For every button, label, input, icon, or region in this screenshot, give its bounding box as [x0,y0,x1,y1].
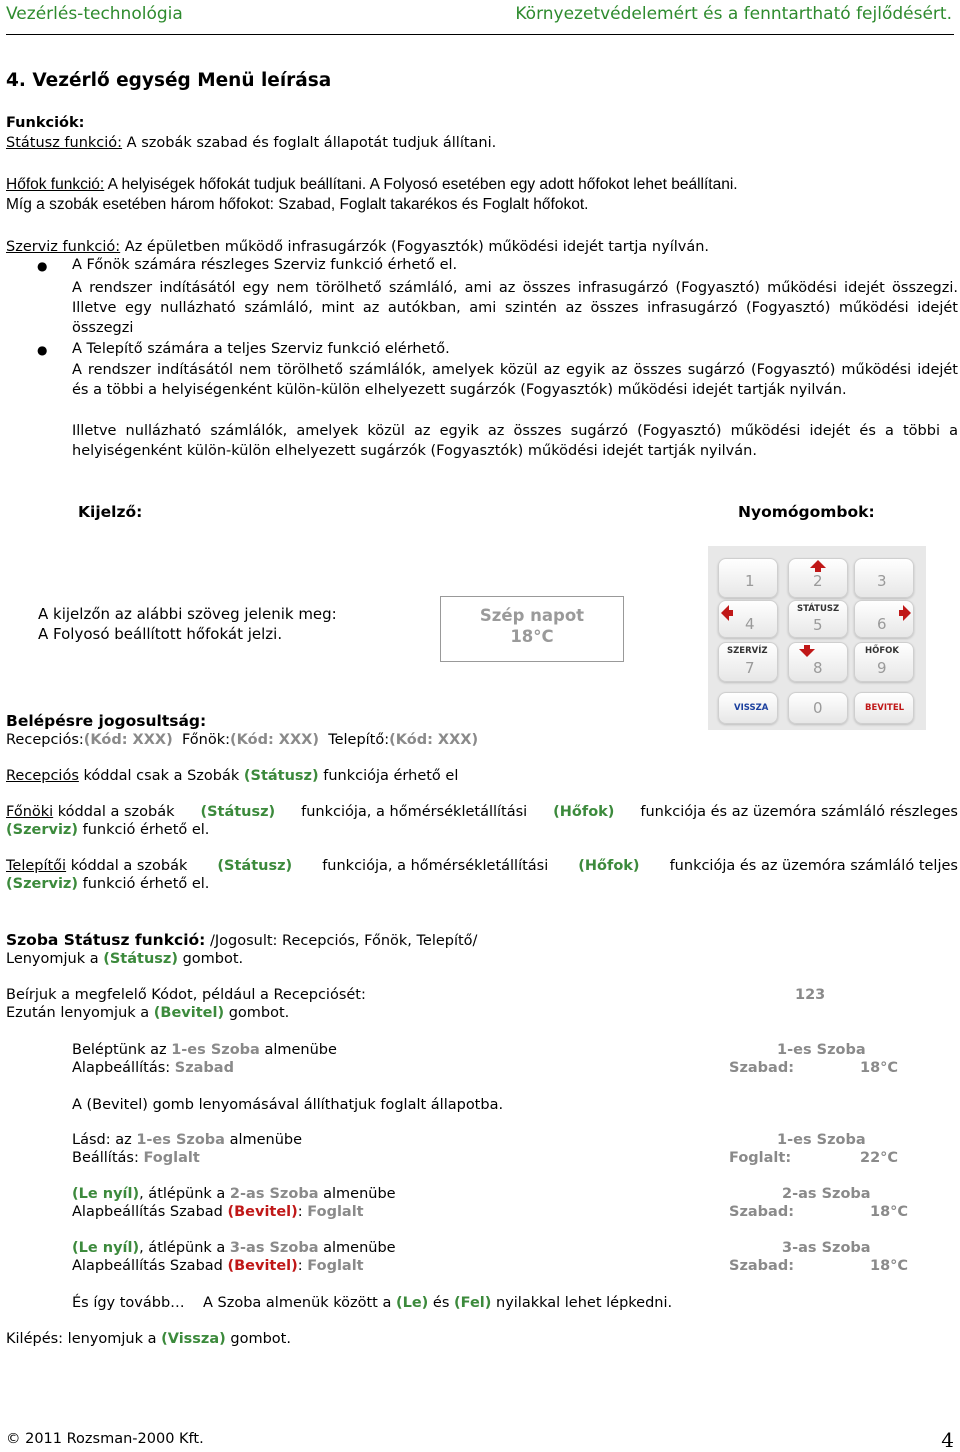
c2-line [72,1150,200,1166]
e2-value: Foglalt [307,1258,364,1274]
d2-value: Foglalt [307,1204,364,1220]
lcd-display [440,596,624,662]
b2-line [72,1060,234,1076]
c1-text: Lásd: az [72,1132,137,1148]
b1-line [72,1042,337,1058]
c2-text: Beállítás: [72,1150,144,1166]
recepcios-paragraph [6,768,458,784]
footer-copyright: © 2011 Rozsman-2000 Kft. [6,1431,204,1447]
p3-status: (Státusz) [217,858,293,874]
c1-line [72,1132,302,1148]
fonok-paragraph-line1 [6,804,958,820]
funkciok-heading: Funkciók: [6,115,85,131]
header-right: Környezetvédelemért és a fenntartható fejlődésért. [515,4,952,24]
key-4-left[interactable] [718,600,778,638]
header-rule [6,34,954,35]
key-5-label: 5 [813,616,823,634]
szoba-l3 [6,1005,289,1021]
e1-line [72,1240,396,1256]
key-6-label: 6 [877,615,887,633]
status-function-line [6,135,496,151]
hofok-function-text: A helyiségek hőfokát tudjuk beállítani. A Folyosó esetében egy adott hőfokot lehet beállítani. [104,176,738,193]
b1-text2: almenübe [259,1042,337,1058]
status-button[interactable] [788,600,848,638]
e1-text: , átlépünk a [139,1240,230,1256]
key-1-label: 1 [745,572,755,590]
recepcios-link: Recepciós [6,768,79,784]
lcd-line2: 18°C [510,627,554,646]
p3-hofok: (Hőfok) [578,858,640,874]
vissza-button-label: VISSZA [734,703,769,713]
e2-line [72,1258,364,1274]
key-8-down[interactable] [788,642,848,682]
szerviz-function-line [6,239,709,255]
lcd-line1: Szép napot [479,606,585,625]
hofok-function-label: Hőfok funkció: [6,176,105,193]
e1-display: 3-as Szoba [782,1240,871,1256]
p1-text2: funkciója érhető el [318,768,459,784]
c2-display-state: Foglalt: [729,1150,792,1166]
szoba-l2: Beírjuk a megfelelő Kódot, például a Recepciósét: [6,987,366,1003]
p2-szerviz: (Szerviz) [6,822,78,838]
p2-text: kóddal a szobák [53,804,175,820]
bullet-icon: ● [37,343,48,357]
page-number: 4 [941,1428,954,1452]
jogosultsag-codes [6,732,478,748]
header-left: Vezérlés-technológia [6,4,183,24]
p1-text: kóddal csak a Szobák [78,768,244,784]
kijelzo-heading: Kijelző: [78,503,143,521]
status-function-label: Státusz funkció: [6,135,123,151]
hofok-function-text2: Míg a szobák esetében három hőfokot: Szabad, Foglalt takarékos és Foglalt hőfokot. [6,196,589,213]
d1-arrow: (Le nyíl) [72,1186,140,1202]
l1-text: Lenyomjuk a [6,951,104,967]
kijelzo-desc2: A Folyosó beállított hőfokát jelzi. [38,625,283,643]
b2-display-temp: 18°C [860,1060,899,1076]
d2-display-temp: 18°C [870,1204,909,1220]
telepito-link: Telepítői [6,858,67,874]
key-8-label: 8 [813,659,823,677]
b3-line: A (Bevitel) gomb lenyomásával állíthatjuk foglalt állapotba. [72,1097,504,1113]
section-title: 4. Vezérlő egység Menü leírása [6,70,332,91]
szoba-l2-code: 123 [795,987,826,1003]
c1-display: 1-es Szoba [777,1132,866,1148]
arrow-up-icon [810,560,826,572]
f1-fel: (Fel) [454,1295,492,1311]
key-9-label: 9 [877,659,887,677]
d1-line [72,1186,396,1202]
e1-arrow: (Le nyíl) [72,1240,140,1256]
e2-display-state: Szabad: [729,1258,795,1274]
l1-text2: gombot. [177,951,244,967]
bullet1-title: A Főnök számára részleges Szerviz funkció érhető el. [72,257,458,273]
hofok-button[interactable] [854,642,914,682]
key-3-label: 3 [877,572,887,590]
d1-display: 2-as Szoba [782,1186,871,1202]
d2-display-state: Szabad: [729,1204,795,1220]
kijelzo-desc1: A kijelzőn az alábbi szöveg jelenik meg: [38,605,337,623]
szerviz-button[interactable] [718,642,778,682]
key-1[interactable] [718,558,778,598]
bullet2-title: A Telepítő számára a teljes Szerviz funkció elérhető. [72,341,450,357]
p1-status: (Státusz) [243,768,319,784]
f1-text: A Szoba almenük között a [203,1295,396,1311]
szoba-jogosult: /Jogosult: Recepciós, Főnök, Telepítő/ [205,933,478,949]
p3-segment [6,858,187,874]
szerviz-button-label: SZERVÍZ [727,646,768,656]
l3-text: Ezután lenyomjuk a [6,1005,154,1021]
c1-text2: almenübe [224,1132,303,1148]
d1-text: , átlépünk a [139,1186,230,1202]
key-0-label: 0 [813,699,823,717]
c1-room: 1-es Szoba [136,1132,225,1148]
p3-text3: funkciója és az üzemóra számláló teljes [669,858,958,874]
p2-text3: funkciója és az üzemóra számláló részleges [640,804,958,820]
szoba-heading-line [6,931,477,949]
key-0[interactable] [788,692,848,724]
status-button-label: STÁTUSZ [797,604,840,614]
f1-text2: nyilakkal lehet lépkedni. [491,1295,673,1311]
arrow-left-icon [721,605,733,621]
fonok-code: (Kód: XXX) [230,732,319,748]
bullet2-body2: Illetve nullázható számlálók, amelyek közül az egyik az összes sugárzó (Fogyasztó) működési idejét és a többi a helyiségenként külön-külön elhelyezett sugárzók (Fogyasztók) működési idejét tartják nyilván. [72,423,958,459]
szoba-heading: Szoba Státusz funkció: [6,931,206,949]
hofok-function-line [6,176,738,194]
bullet-icon: ● [37,259,48,273]
recepcios-code: (Kód: XXX) [83,732,173,748]
d2-text: Alapbeállítás Szabad [72,1204,228,1220]
status-function-text: A szobák szabad és foglalt állapotát tudjuk állítani. [122,135,497,151]
key-2-label: 2 [813,572,823,590]
l3-text2: gombot. [224,1005,290,1021]
telepito-paragraph-line1 [6,858,958,874]
telepito-label: Telepítő: [328,732,390,748]
p3-text4: funkció érhető el. [77,876,210,892]
telepito-paragraph-line2 [6,876,209,892]
f1-le: (Le) [395,1295,429,1311]
p2-text2: funkciója, a hőmérsékletállítási [301,804,528,820]
recepcios-label: Recepciós: [6,732,84,748]
p2-text4: funkció érhető el. [77,822,210,838]
f1-and: és [428,1295,454,1311]
b1-text: Beléptünk az [72,1042,172,1058]
d1-room: 2-as Szoba [229,1186,319,1202]
e2-text: Alapbeállítás Szabad [72,1258,228,1274]
nyomogombok-heading: Nyomógombok: [738,503,875,521]
fonok-label: Főnök: [181,732,230,748]
f1-left: És így tovább… [72,1295,185,1311]
p2-hofok: (Hőfok) [553,804,615,820]
e2-colon: : [297,1258,308,1274]
telepito-code: (Kód: XXX) [389,732,479,748]
g1-vissza: (Vissza) [161,1331,226,1347]
e1-text2: almenübe [318,1240,396,1256]
jogosultsag-heading: Belépésre jogosultság: [6,712,207,730]
szoba-l1 [6,951,243,967]
l3-bevitel: (Bevitel) [153,1005,225,1021]
szerviz-function-label: Szerviz funkció: [6,239,121,255]
d2-colon: : [297,1204,308,1220]
c2-display-temp: 22°C [860,1150,899,1166]
arrow-down-icon [799,645,815,657]
g1-line [6,1331,291,1347]
l1-status: (Státusz) [103,951,178,967]
hofok-button-label: HŐFOK [865,646,899,656]
b2-display-state: Szabad: [729,1060,795,1076]
bullet2-body: A rendszer indításától nem törölhető számlálók, amelyek közül az egyik az összes sugárzó (Fogyasztó) működési idejét és a többi a helyiségenként külön-külön elhelyezett sugárzók (Fogyasztók) működési idejét tartják nyilván. [72,362,958,398]
key-3[interactable] [854,558,914,598]
vissza-button[interactable] [718,692,778,724]
p3-szerviz: (Szerviz) [6,876,78,892]
arrow-right-icon [899,605,911,621]
key-7-label: 7 [745,659,755,677]
key-6-right[interactable] [854,600,914,638]
p2-segment [6,804,175,820]
d2-line [72,1204,364,1220]
p2-status: (Státusz) [200,804,276,820]
f1-right [203,1295,672,1311]
bevitel-button[interactable] [854,692,914,724]
e1-room: 3-as Szoba [229,1240,319,1256]
szerviz-function-text: Az épületben működő infrasugárzók (Fogyasztók) működési idejét tartja nyílván. [120,239,710,255]
bevitel-button-label: BEVITEL [865,703,905,713]
fonok-link: Főnöki [6,804,54,820]
keypad [708,546,926,730]
key-4-label: 4 [745,615,755,633]
key-2-up[interactable] [788,558,848,598]
c2-value: Foglalt [143,1150,200,1166]
b2-value: Szabad [174,1060,234,1076]
d1-text2: almenübe [318,1186,396,1202]
e2-bevitel: (Bevitel) [227,1258,298,1274]
g1-text: Kilépés: lenyomjuk a [6,1331,162,1347]
p3-text2: funkciója, a hőmérsékletállítási [322,858,549,874]
p3-text: kóddal a szobák [66,858,188,874]
bullet1-body: A rendszer indításától egy nem törölhető számláló, ami az összes infrasugárzó (Fogyasztó) működési idejét összegzi. Illetve egy nullázható számláló, mint az autókban, ami szintén az összes infrasugárzó (Fogyasztó) működési idejét összegzi [72,280,958,336]
d2-bevitel: (Bevitel) [227,1204,298,1220]
e2-display-temp: 18°C [870,1258,909,1274]
g1-text2: gombot. [225,1331,291,1347]
fonok-paragraph-line2 [6,822,209,838]
b2-text: Alapbeállítás: [72,1060,175,1076]
b1-display: 1-es Szoba [777,1042,866,1058]
b1-room: 1-es Szoba [171,1042,260,1058]
